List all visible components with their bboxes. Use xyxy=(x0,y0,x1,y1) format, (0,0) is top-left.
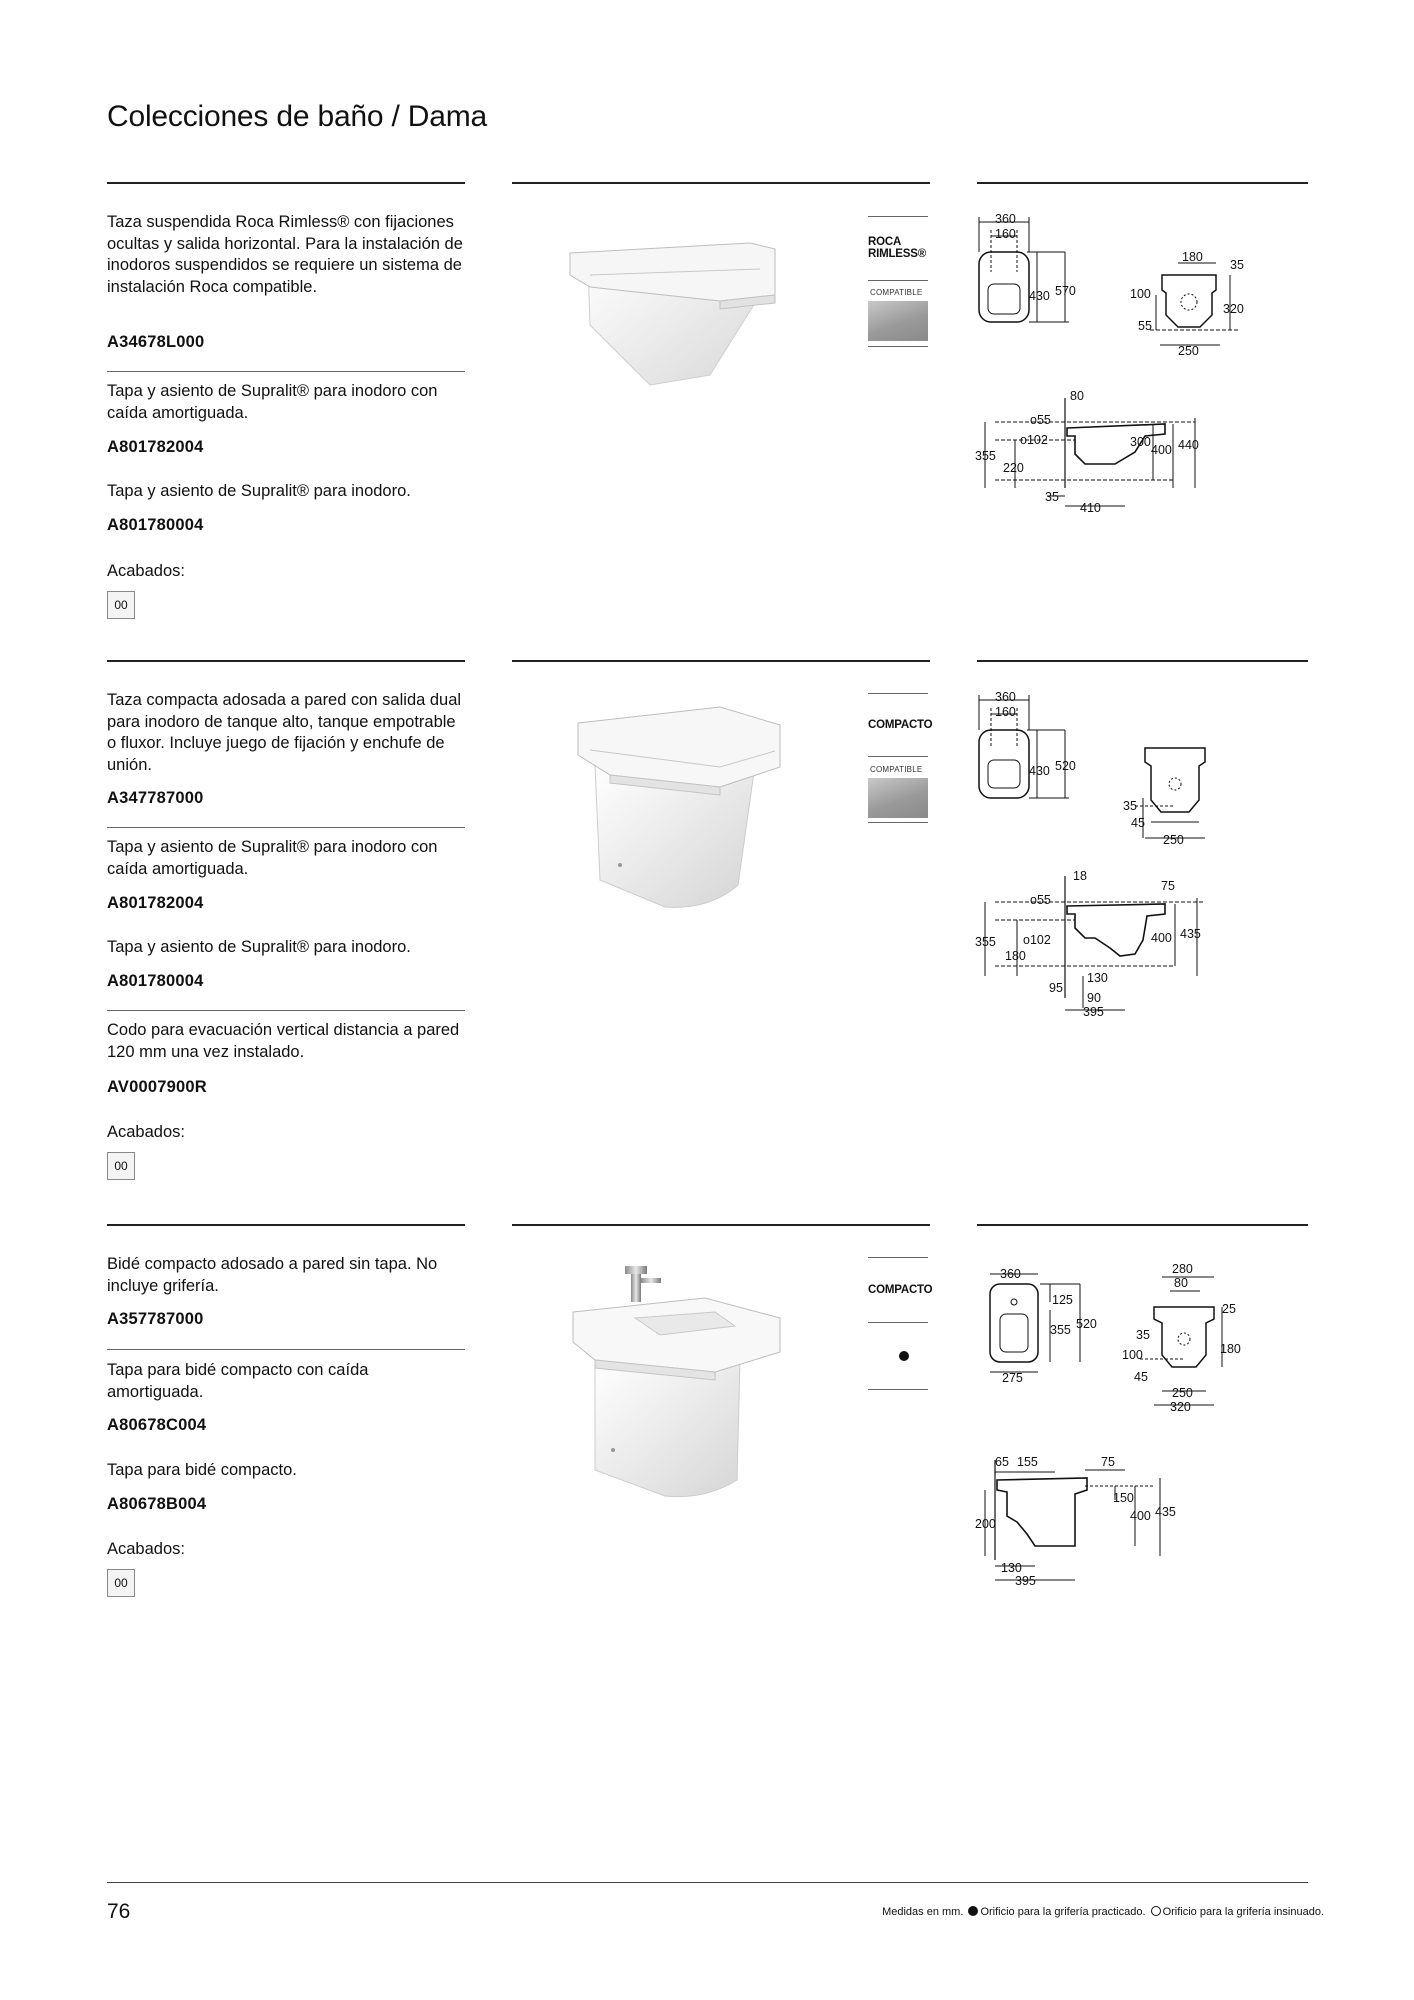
svg-text:200: 200 xyxy=(975,1517,996,1531)
front-view-drawing xyxy=(1115,738,1225,848)
svg-text:100: 100 xyxy=(1130,287,1151,301)
svg-text:275: 275 xyxy=(1002,1371,1023,1385)
installation-system-thumbnail xyxy=(868,301,928,341)
section-divider xyxy=(107,1224,465,1226)
finish-swatch[interactable]: 00 xyxy=(107,1152,135,1180)
svg-text:90: 90 xyxy=(1087,991,1101,1005)
legend-marked: Orificio para la grifería insinuado. xyxy=(1162,1906,1324,1918)
svg-text:400: 400 xyxy=(1130,1509,1151,1523)
item-divider xyxy=(107,371,465,372)
faucet-hole-drilled-icon xyxy=(899,1351,909,1361)
product-description: Codo para evacuación vertical distancia a pared 120 mm una vez instalado. xyxy=(107,1021,460,1061)
product-description: Bidé compacto adosado a pared sin tapa. No incluye grifería. xyxy=(107,1255,438,1295)
compacto-badge: COMPACTO xyxy=(868,719,933,731)
section-divider xyxy=(977,182,1308,184)
legend-drilled: Orificio para la grifería practicado. xyxy=(980,1906,1146,1918)
svg-text:395: 395 xyxy=(1083,1005,1104,1018)
rimless-badge-line1: ROCA xyxy=(868,236,902,248)
svg-text:o55: o55 xyxy=(1030,893,1051,907)
product-description: Tapa y asiento de Supralit® para inodoro con caída amortiguada. xyxy=(107,382,438,422)
compact-toilet-image xyxy=(570,695,790,915)
badge-divider xyxy=(868,280,928,281)
front-view-drawing xyxy=(1110,1255,1250,1415)
svg-text:75: 75 xyxy=(1161,879,1175,893)
svg-text:355: 355 xyxy=(1050,1323,1071,1337)
svg-text:570: 570 xyxy=(1055,284,1076,298)
page-title: Colecciones de baño / Dama xyxy=(107,100,488,133)
top-view-drawing xyxy=(975,690,1085,815)
badge-divider xyxy=(868,216,928,217)
product-code: A801782004 xyxy=(107,894,204,912)
svg-text:35: 35 xyxy=(1230,258,1244,272)
svg-text:150: 150 xyxy=(1113,1491,1134,1505)
svg-text:520: 520 xyxy=(1076,1317,1097,1331)
badge-divider xyxy=(868,1389,928,1390)
badge-divider xyxy=(868,822,928,823)
product-code: AV0007900R xyxy=(107,1078,207,1096)
compacto-badge: COMPACTO xyxy=(868,1284,933,1296)
installation-system-thumbnail xyxy=(868,778,928,818)
svg-text:o55: o55 xyxy=(1030,413,1051,427)
svg-text:410: 410 xyxy=(1080,501,1101,515)
footer-divider xyxy=(107,1882,1308,1883)
badge-divider xyxy=(868,756,928,757)
svg-text:220: 220 xyxy=(1003,461,1024,475)
product-code: A347787000 xyxy=(107,789,204,807)
product-code: A34678L000 xyxy=(107,333,205,351)
product-description: Tapa y asiento de Supralit® para inodoro con caída amortiguada. xyxy=(107,838,438,878)
badge-divider xyxy=(868,693,928,694)
svg-text:320: 320 xyxy=(1223,302,1244,316)
side-view-drawing xyxy=(975,868,1215,1018)
finish-swatch[interactable]: 00 xyxy=(107,591,135,619)
section-divider xyxy=(107,182,465,184)
svg-text:430: 430 xyxy=(1029,289,1050,303)
top-view-drawing xyxy=(975,212,1085,342)
svg-text:300: 300 xyxy=(1130,435,1151,449)
svg-text:360: 360 xyxy=(1000,1267,1021,1281)
svg-text:35: 35 xyxy=(1136,1328,1150,1342)
filled-dot-icon xyxy=(968,1906,978,1916)
front-view-drawing xyxy=(1120,245,1255,360)
svg-text:250: 250 xyxy=(1163,833,1184,847)
svg-text:400: 400 xyxy=(1151,931,1172,945)
section-divider xyxy=(512,660,930,662)
compact-bidet-image xyxy=(565,1260,795,1500)
product-code: A357787000 xyxy=(107,1310,204,1328)
item-divider xyxy=(107,1010,465,1011)
svg-text:355: 355 xyxy=(975,935,996,949)
svg-text:55: 55 xyxy=(1138,319,1152,333)
item-divider xyxy=(107,1349,465,1350)
svg-text:435: 435 xyxy=(1155,1505,1176,1519)
svg-text:360: 360 xyxy=(995,690,1016,704)
svg-text:160: 160 xyxy=(995,705,1016,719)
product-description: Tapa y asiento de Supralit® para inodoro. xyxy=(107,482,411,500)
svg-text:180: 180 xyxy=(1005,949,1026,963)
svg-text:395: 395 xyxy=(1015,1574,1036,1585)
svg-text:360: 360 xyxy=(995,212,1016,226)
hollow-dot-icon xyxy=(1151,1906,1161,1916)
side-view-drawing xyxy=(975,1450,1195,1585)
svg-text:100: 100 xyxy=(1122,1348,1143,1362)
svg-text:80: 80 xyxy=(1070,389,1084,403)
compatible-label: COMPATIBLE xyxy=(870,765,923,774)
svg-text:18: 18 xyxy=(1073,869,1087,883)
svg-text:440: 440 xyxy=(1178,438,1199,452)
svg-text:130: 130 xyxy=(1001,1561,1022,1575)
svg-text:280: 280 xyxy=(1172,1262,1193,1276)
product-code: A801780004 xyxy=(107,972,204,990)
finishes-label: Acabados: xyxy=(107,562,185,580)
svg-text:80: 80 xyxy=(1174,1276,1188,1290)
section-divider xyxy=(977,660,1308,662)
svg-text:320: 320 xyxy=(1170,1400,1191,1414)
svg-text:45: 45 xyxy=(1134,1370,1148,1384)
svg-text:435: 435 xyxy=(1180,927,1201,941)
svg-text:250: 250 xyxy=(1178,344,1199,358)
finishes-label: Acabados: xyxy=(107,1123,185,1141)
legend-units: Medidas en mm. xyxy=(882,1906,964,1918)
wall-hung-toilet-image xyxy=(560,235,800,395)
section-divider xyxy=(977,1224,1308,1226)
svg-text:o102: o102 xyxy=(1020,433,1048,447)
svg-text:25: 25 xyxy=(1222,1302,1236,1316)
product-code: A801782004 xyxy=(107,438,204,456)
svg-text:400: 400 xyxy=(1151,443,1172,457)
product-code: A801780004 xyxy=(107,516,204,534)
svg-text:160: 160 xyxy=(995,227,1016,241)
svg-text:180: 180 xyxy=(1220,1342,1241,1356)
svg-text:130: 130 xyxy=(1087,971,1108,985)
section-divider xyxy=(512,182,930,184)
item-divider xyxy=(107,827,465,828)
side-view-drawing xyxy=(975,388,1215,518)
finishes-label: Acabados: xyxy=(107,1540,185,1558)
badge-divider xyxy=(868,1257,928,1258)
page-number: 76 xyxy=(107,1900,131,1923)
svg-text:65: 65 xyxy=(995,1455,1009,1469)
svg-text:125: 125 xyxy=(1052,1293,1073,1307)
svg-text:95: 95 xyxy=(1049,981,1063,995)
product-description: Taza compacta adosada a pared con salida dual para inodoro de tanque alto, tanque empotrable o fluxor. Incluye juego de fijación y enchufe de unión. xyxy=(107,691,462,774)
svg-text:45: 45 xyxy=(1131,816,1145,830)
product-code: A80678B004 xyxy=(107,1495,207,1513)
product-description: Taza suspendida Roca Rimless® con fijaciones ocultas y salida horizontal. Para la instalación de inodoros suspendidos se requiere un sistema de instalación Roca compatible. xyxy=(107,213,463,296)
rimless-badge-line2: RIMLESS® xyxy=(868,248,926,260)
footer-legend xyxy=(882,1906,1324,1918)
svg-text:75: 75 xyxy=(1101,1455,1115,1469)
product-description: Tapa para bidé compacto. xyxy=(107,1461,297,1479)
section-divider xyxy=(512,1224,930,1226)
product-description: Tapa y asiento de Supralit® para inodoro. xyxy=(107,938,411,956)
top-view-drawing xyxy=(980,1262,1100,1387)
section-divider xyxy=(107,660,465,662)
svg-text:155: 155 xyxy=(1017,1455,1038,1469)
compatible-label: COMPATIBLE xyxy=(870,288,923,297)
svg-text:520: 520 xyxy=(1055,759,1076,773)
svg-text:430: 430 xyxy=(1029,764,1050,778)
svg-text:250: 250 xyxy=(1172,1386,1193,1400)
svg-text:o102: o102 xyxy=(1023,933,1051,947)
badge-divider xyxy=(868,1322,928,1323)
product-code: A80678C004 xyxy=(107,1416,207,1434)
svg-text:180: 180 xyxy=(1182,250,1203,264)
finish-swatch[interactable]: 00 xyxy=(107,1569,135,1597)
svg-text:355: 355 xyxy=(975,449,996,463)
svg-text:35: 35 xyxy=(1045,490,1059,504)
badge-divider xyxy=(868,346,928,347)
product-description: Tapa para bidé compacto con caída amortiguada. xyxy=(107,1361,369,1401)
svg-text:35: 35 xyxy=(1123,799,1137,813)
